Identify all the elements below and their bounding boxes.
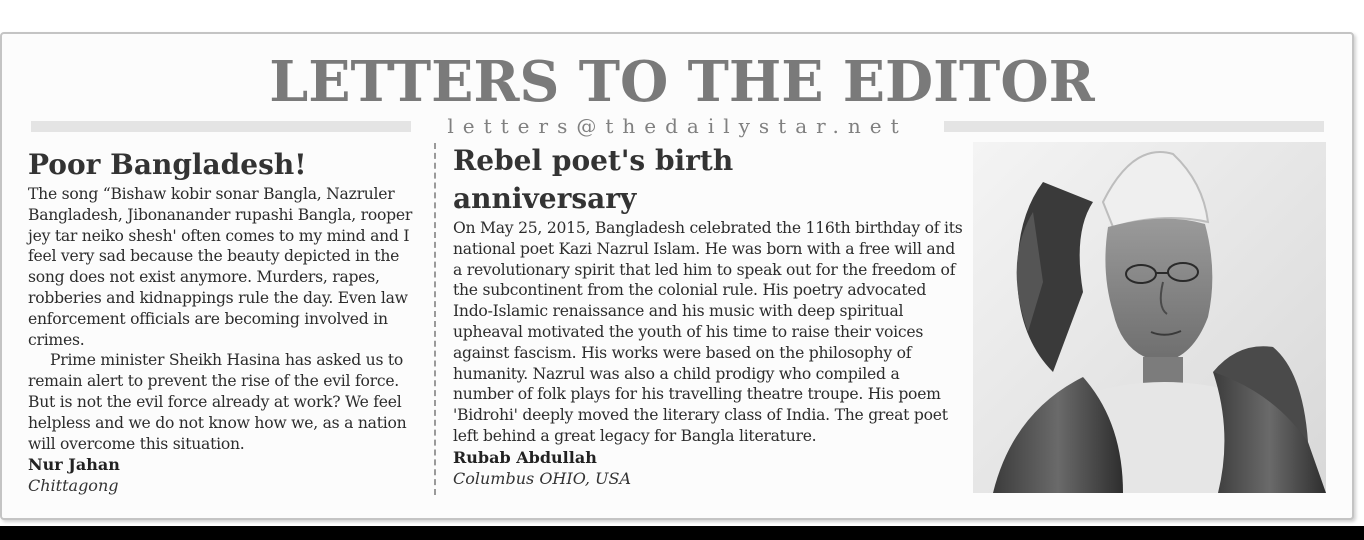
letter-rebel-poet bbox=[453, 142, 963, 489]
portrait-image bbox=[973, 142, 1326, 493]
contact-email: letters@thedailystar.net bbox=[447, 114, 908, 138]
column-divider bbox=[434, 143, 436, 495]
letter-body bbox=[453, 218, 963, 447]
letter-paragraph: Prime minister Sheikh Hasina has asked us to remain alert to prevent the rise of the evil force. But is not the evil force already at work? We feel helpless and we do not know how we, as a nation will overcome this situation. bbox=[28, 351, 407, 453]
letter-poor-bangladesh bbox=[28, 146, 420, 496]
letter-paragraph: On May 25, 2015, Bangladesh celebrated the 116th birthday of its national poet Kazi Nazrul Islam. He was born with a free will and a revolutionary spirit that led him to speak out for the freedom of the subcontinent from the colonial rule. His poetry advocated Indo-Islamic renaissance and his music with deep spiritual upheaval motivated the youth of his time to raise their voices against fascism. His works were based on the philosophy of humanity. Nazrul was also a child prodigy who compiled a number of folk plays for his travelling theatre troupe. His poem 'Bidrohi' deeply moved the literary class of India. The great poet left behind a great legacy for Bangla literature. bbox=[453, 219, 963, 445]
letter-place: Columbus OHIO, USA bbox=[453, 468, 632, 488]
header-rule-left bbox=[31, 121, 411, 132]
letter-place: Chittagong bbox=[28, 476, 119, 496]
letter-author: Nur Jahan bbox=[28, 455, 120, 475]
poet-portrait-photo bbox=[973, 142, 1326, 493]
letter-headline: Poor Bangladesh! bbox=[28, 148, 307, 181]
letter-headline: Rebel poet's birth anniversary bbox=[453, 144, 734, 215]
letter-author: Rubab Abdullah bbox=[453, 447, 597, 467]
header-rule-right bbox=[944, 121, 1324, 132]
section-title: LETTERS TO THE EDITOR bbox=[269, 49, 1095, 115]
bottom-bar bbox=[0, 526, 1364, 540]
letter-body bbox=[28, 184, 420, 454]
letter-paragraph: The song “Bishaw kobir sonar Bangla, Nazruler Bangladesh, Jibonanander rupashi Bangla, rooper jey tar neiko shesh' often comes to my mind and I feel very sad because the beauty depicted in the song does not exist anymore. Murders, rapes, robberies and kidnappings rule the day. Even law enforcement officials are becoming involved in crimes. bbox=[28, 185, 413, 349]
